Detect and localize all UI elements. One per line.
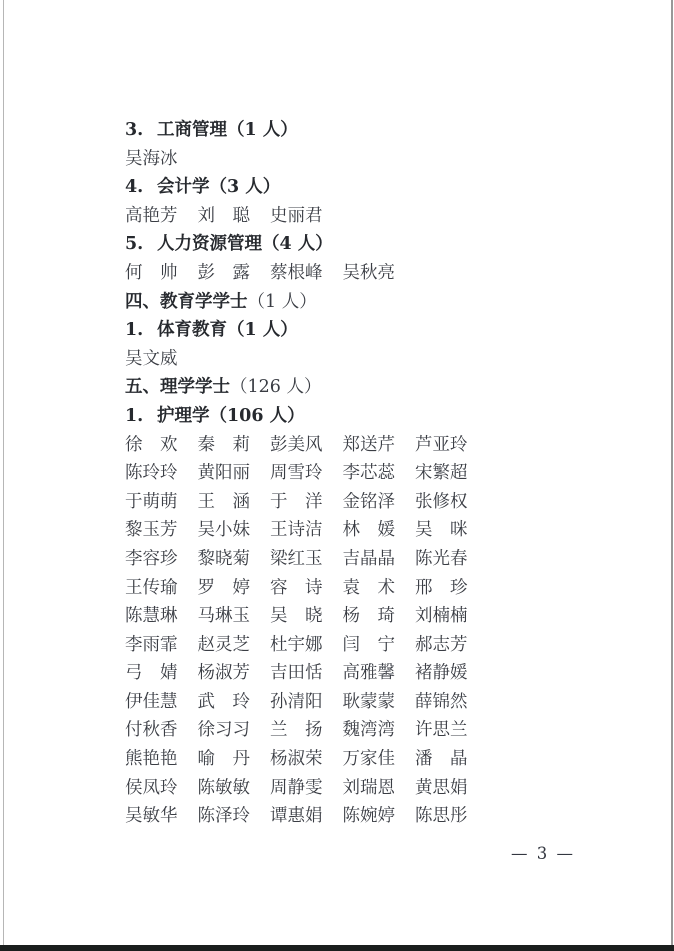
- heading-title: 五、理学学士: [125, 377, 230, 398]
- heading-count: （1 人）: [227, 120, 298, 140]
- person-name: 于 洋: [270, 491, 323, 512]
- person-name: 陈思彤: [415, 806, 468, 827]
- heading-number: 1.: [125, 405, 144, 426]
- person-name: 马琳玉: [197, 606, 250, 627]
- name-row: [125, 202, 585, 231]
- person-name: 耿蒙蒙: [342, 691, 395, 712]
- heading-title: 护理学: [157, 405, 210, 426]
- major-heading: [125, 373, 585, 402]
- person-name: 杨淑荣: [270, 749, 323, 770]
- person-name: 郝志芳: [415, 634, 468, 655]
- person-name: 褚静媛: [415, 663, 468, 684]
- person-name: 徐习习: [197, 720, 250, 741]
- person-name: 喻 丹: [197, 749, 250, 770]
- person-name: 陈慧琳: [125, 606, 178, 627]
- document-body: [125, 116, 585, 831]
- heading-number: 1.: [125, 320, 144, 341]
- page-number: — 3 —: [511, 844, 575, 863]
- person-name: 何 帅: [125, 262, 178, 283]
- person-name: 吴小妹: [197, 520, 250, 541]
- name-row: [125, 259, 585, 288]
- person-name: 芦亚玲: [415, 434, 468, 455]
- person-name: 吉田恬: [270, 663, 323, 684]
- subheading: [125, 230, 585, 259]
- person-name: 闫 宁: [342, 634, 395, 655]
- name-row: [125, 602, 585, 631]
- person-name: 高艳芳: [125, 205, 178, 226]
- heading-count: （3 人）: [209, 177, 281, 198]
- heading-number: 5.: [125, 234, 144, 255]
- person-name: 吴 晓: [270, 606, 323, 627]
- heading-count: （1 人）: [247, 291, 317, 312]
- person-name: 蔡根峰: [270, 262, 323, 283]
- person-name: 黄阳丽: [197, 463, 250, 484]
- name-row: [125, 745, 585, 774]
- name-row: [125, 545, 585, 574]
- person-name: 史丽君: [270, 205, 323, 226]
- person-name: 孙清阳: [270, 691, 323, 712]
- person-name: 伊佳慧: [125, 691, 178, 712]
- name-row: [125, 459, 585, 488]
- person-name: 黄思娟: [415, 777, 468, 798]
- page-edge-left-line: [3, 0, 4, 951]
- person-name: 刘 聪: [197, 205, 250, 226]
- person-name: 金铭泽: [342, 491, 395, 512]
- name-row: [125, 488, 585, 517]
- heading-title: 体育教育: [157, 320, 227, 341]
- name-row: [125, 345, 585, 374]
- person-name: 万家佳: [342, 749, 395, 770]
- person-name: 许思兰: [415, 720, 468, 741]
- subheading: [125, 316, 585, 345]
- person-name: 熊艳艳: [125, 749, 178, 770]
- page-edge-right-line: [671, 0, 673, 951]
- heading-count: （106 人）: [209, 405, 305, 426]
- person-name: 吴 咪: [415, 520, 468, 541]
- heading-count: （1 人）: [227, 320, 298, 341]
- person-name: 李雨霏: [125, 634, 178, 655]
- person-name: 秦 莉: [197, 434, 250, 455]
- person-name: 吴海冰: [125, 148, 178, 169]
- person-name: 徐 欢: [125, 434, 178, 455]
- person-name: 黎玉芳: [125, 520, 178, 541]
- person-name: 彭美风: [270, 434, 323, 455]
- person-name: 陈泽玲: [197, 806, 250, 827]
- person-name: 邢 珍: [415, 577, 468, 598]
- heading-title: 人力资源管理: [157, 234, 262, 255]
- person-name: 弓 婧: [125, 663, 178, 684]
- major-heading: [125, 288, 585, 317]
- person-name: 王传瑜: [125, 577, 178, 598]
- name-row: [125, 716, 585, 745]
- subheading: [125, 173, 585, 202]
- person-name: 周雪玲: [270, 463, 323, 484]
- person-name: 罗 婷: [197, 577, 250, 598]
- person-name: 潘 晶: [415, 749, 468, 770]
- name-row: [125, 431, 585, 460]
- person-name: 高雅馨: [342, 663, 395, 684]
- person-name: 于萌萌: [125, 491, 178, 512]
- name-row: [125, 574, 585, 603]
- heading-count: （4 人）: [262, 234, 333, 255]
- bottom-dark-band: [0, 945, 674, 951]
- heading-title: 工商管理: [157, 120, 227, 140]
- person-name: 李芯蕊: [342, 463, 395, 484]
- person-name: 林 媛: [342, 520, 395, 541]
- person-name: 刘楠楠: [415, 606, 468, 627]
- person-name: 张修权: [415, 491, 468, 512]
- person-name: 陈婉婷: [342, 806, 395, 827]
- subheading: [125, 402, 585, 431]
- person-name: 赵灵芝: [197, 634, 250, 655]
- name-row: [125, 659, 585, 688]
- name-row: [125, 688, 585, 717]
- subheading: [125, 116, 585, 145]
- person-name: 吴秋亮: [342, 262, 395, 283]
- name-row: [125, 802, 585, 831]
- person-name: 梁红玉: [270, 548, 323, 569]
- person-name: 容 诗: [270, 577, 323, 598]
- person-name: 李容珍: [125, 548, 178, 569]
- heading-number: 3.: [125, 120, 144, 140]
- person-name: 薛锦然: [415, 691, 468, 712]
- person-name: 吴敏华: [125, 806, 178, 827]
- person-name: 陈玲玲: [125, 463, 178, 484]
- person-name: 袁 术: [342, 577, 395, 598]
- person-name: 彭 露: [197, 262, 250, 283]
- person-name: 付秋香: [125, 720, 178, 741]
- name-row: [125, 631, 585, 660]
- person-name: 王诗洁: [270, 520, 323, 541]
- name-row: [125, 516, 585, 545]
- person-name: 刘瑞恩: [342, 777, 395, 798]
- person-name: 谭惠娟: [270, 806, 323, 827]
- person-name: 陈光春: [415, 548, 468, 569]
- person-name: 侯凤玲: [125, 777, 178, 798]
- heading-title: 会计学: [157, 177, 210, 198]
- person-name: 宋繁超: [415, 463, 468, 484]
- person-name: 黎晓菊: [197, 548, 250, 569]
- person-name: 王 涵: [197, 491, 250, 512]
- heading-title: 四、教育学学士: [125, 291, 248, 312]
- person-name: 陈敏敏: [197, 777, 250, 798]
- person-name: 兰 扬: [270, 720, 323, 741]
- person-name: 杜宇娜: [270, 634, 323, 655]
- person-name: 杨 琦: [342, 606, 395, 627]
- person-name: 杨淑芳: [197, 663, 250, 684]
- person-name: 周静雯: [270, 777, 323, 798]
- person-name: 武 玲: [197, 691, 250, 712]
- name-row: [125, 774, 585, 803]
- person-name: 吴文威: [125, 348, 178, 369]
- name-row: [125, 145, 585, 174]
- person-name: 吉晶晶: [342, 548, 395, 569]
- heading-number: 4.: [125, 177, 144, 198]
- person-name: 魏湾湾: [342, 720, 395, 741]
- person-name: 郑送芹: [342, 434, 395, 455]
- heading-count: （126 人）: [230, 377, 322, 398]
